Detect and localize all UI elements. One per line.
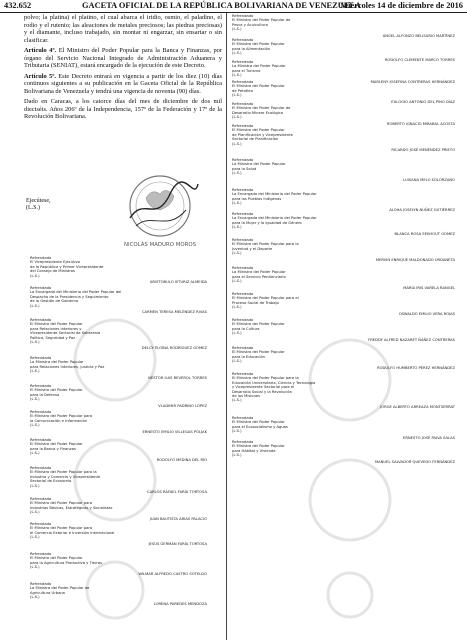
- ministry-line: (L.S.): [30, 483, 40, 488]
- ministry-line: El Ministro del Poder Popular de: [232, 106, 291, 111]
- refrendado-label: Refrendado: [232, 346, 254, 350]
- ministry-line: para la Agricultura Productiva y Tierras: [30, 560, 103, 565]
- refrendado-block: [30, 256, 103, 278]
- ministry-line: Desarrollo Minero Ecológico: [232, 110, 284, 115]
- ministry-line: (L.S.): [30, 451, 40, 456]
- ministry-line: para Hábitat y Vivienda: [232, 448, 276, 453]
- ministry-line: El Ministro del Poder Popular para el: [232, 296, 299, 301]
- ministry-line: (L.S.): [232, 27, 242, 32]
- issue-date: Miércoles 14 de diciembre de 2016: [340, 1, 463, 10]
- ministry-line: La Ministra del Poder Popular: [232, 162, 286, 167]
- refrendado-label: Refrendado: [30, 410, 52, 414]
- signatory-name: BLANCA ROSA EEKHOUT GÓMEZ: [394, 231, 455, 236]
- signatory-name: ROBERTO IGNACIO MIRABAL ACOSTA: [386, 121, 455, 126]
- refrendado-block: [232, 212, 317, 230]
- ministry-line: Sectorial de Economía: [30, 479, 72, 484]
- refrendado-block: [30, 318, 100, 344]
- refrendado-block: [30, 438, 83, 456]
- refrendado-label: Refrendado: [232, 238, 254, 242]
- signatory-name: MARLENY JOSEFINA CONTRERAS HERNÁNDEZ: [370, 79, 455, 84]
- refrendado-label: Refrendado: [30, 466, 52, 470]
- refrendado-label: Refrendado: [232, 318, 254, 322]
- signatory-name: NÉSTOR LUIS REVEROL TORRES: [148, 375, 207, 380]
- signatory-name: DELCY ELOÍNA RODRÍGUEZ GÓMEZ: [141, 346, 207, 351]
- ministry-line: (L.S.): [232, 429, 242, 434]
- refrendado-label: Refrendado: [232, 292, 254, 296]
- ministry-line: Agricultura Urbana: [30, 590, 65, 595]
- ejecutese-ls: (L.S.): [26, 205, 40, 211]
- refrendado-block: [30, 356, 104, 374]
- ministry-line: La Ministra del Poder Popular: [232, 64, 286, 69]
- signatory-name: MANUEL SALVADOR QUEVEDO FERNÁNDEZ: [374, 459, 455, 464]
- signatory-name: LORENA PAREDES MENDOZA: [153, 601, 207, 606]
- article-4-text: El Ministro del Poder Popular para la Banca y Finanzas, por órgano del Servicio Nacional Integrado de Administración Aduanera y Tributaria (SENIAT), estará encargado de la ejecución de este Decreto.: [24, 47, 222, 69]
- refrendado-block: [30, 410, 92, 428]
- refrendado-label: Refrendado: [232, 416, 254, 420]
- ministry-line: (L.S.): [30, 340, 40, 345]
- ministry-line: La Ministra del Poder Popular: [232, 270, 286, 275]
- ministry-line: La Encargada del Ministerio del Poder Popular del: [30, 290, 122, 295]
- ministry-line: El Ministro del Poder Popular para: [30, 501, 93, 506]
- ministry-line: de Planificación y Vicepresidente: [232, 132, 293, 137]
- ministry-line: El Ministro del Poder Popular de: [232, 18, 291, 23]
- ministry-line: de la Gestión de Gobierno: [30, 299, 79, 304]
- page-number: 432.652: [4, 1, 32, 10]
- refrendado-block: [232, 124, 293, 146]
- ministry-line: El Ministro del Poder Popular: [30, 322, 83, 327]
- ministry-line: para el Turismo: [232, 68, 261, 73]
- refrendado-block: [232, 80, 285, 98]
- refrendado-block: [232, 440, 285, 458]
- ministry-line: Vicepresidente Sectorial de Soberanía: [30, 331, 101, 336]
- ministry-line: El Ministro del Poder Popular: [30, 556, 83, 561]
- ministry-line: El Ministro del Poder Popular: [232, 350, 285, 355]
- refrendado-block: [30, 384, 83, 402]
- ministry-line: (L.S.): [232, 201, 242, 206]
- ministry-line: el Comercio Exterior e Inversión Internacional: [30, 530, 115, 535]
- ministry-line: para el Servicio Penitenciario: [232, 274, 286, 279]
- decree-text: [24, 14, 222, 124]
- ministry-line: (L.S.): [232, 359, 242, 364]
- refrendado-block: [232, 266, 286, 284]
- ministry-line: El Ministro del Poder Popular: [232, 128, 285, 133]
- ministry-line: (L.S.): [232, 331, 242, 336]
- refrendado-label: Refrendado: [232, 158, 254, 162]
- signatory-name: JORGE ALBERTO ARREAZA MONTSERRAT: [380, 404, 455, 409]
- ministry-line: (L.S.): [232, 171, 242, 176]
- ministry-line: (L.S.): [232, 73, 242, 78]
- refrendado-block: [30, 522, 114, 540]
- signatory-name: JUAN BAUTISTA ARIAS PALACIO: [149, 516, 207, 521]
- refrendado-label: Refrendado: [232, 212, 254, 216]
- refrendado-block: [232, 14, 290, 32]
- ministry-line: de las Misiones: [232, 394, 261, 399]
- ministry-line: de la República y Primer Vicepresidente: [30, 264, 104, 269]
- ministry-line: para la Banca y Finanzas: [30, 446, 76, 451]
- ministry-line: Industria y Comercio y Vicepresidente: [30, 474, 101, 479]
- signatory-name: ÁNGEL ALFONZO BELISARIO MARTÍNEZ: [382, 33, 455, 38]
- signatory-name: LUISANA MELO SOLÓRZANO: [403, 177, 455, 182]
- ministry-line: El Vicepresidente Ejecutivo: [30, 260, 81, 265]
- seal-name: NICOLÁS MADURO MOROS: [123, 242, 197, 248]
- signatory-name: JESÚS GERMÁN FARÍA TORTOSA: [148, 541, 207, 546]
- ministry-line: para la Mujer y la Igualdad de Género: [232, 220, 302, 225]
- ministry-line: (L.S.): [30, 510, 40, 515]
- ministry-line: para la Salud: [232, 166, 257, 171]
- ministry-line: La Ministra del Poder Popular de: [30, 586, 90, 591]
- ministry-line: Juventud y el Deporte: [232, 246, 273, 251]
- ministry-line: (L.S.): [232, 115, 242, 120]
- refrendado-label: Refrendado: [30, 582, 52, 586]
- article-4-heading: Artículo 4º.: [24, 47, 57, 54]
- ministry-line: Pesca y Acuicultura: [232, 22, 268, 27]
- signatory-name: FREDDY ALFRED NAZARET ÑÁÑEZ CONTRERAS: [368, 337, 455, 342]
- signatory-name: EULOGIO ANTONIO DEL PINO DÍAZ: [391, 99, 455, 104]
- ministry-line: (L.S.): [30, 369, 40, 374]
- ministry-line: Educación Universitaria, Ciencia y Tecnología: [232, 380, 316, 385]
- ministry-line: (L.S.): [30, 565, 40, 570]
- ministry-line: del Consejo de Ministros: [30, 269, 75, 274]
- signatory-name: CARLOS RAFAEL FARÍA TORTOSA: [147, 490, 207, 494]
- ministry-line: La Ministra del Poder Popular: [30, 360, 84, 365]
- ministry-line: El Ministro del Poder Popular: [30, 442, 83, 447]
- article-5-heading: Artículo 5º.: [24, 72, 56, 80]
- ministry-line: (L.S.): [30, 423, 40, 428]
- ministry-line: para los Pueblos Indígenas: [232, 196, 282, 201]
- refrendado-block: [232, 60, 286, 78]
- signatory-name: CARMEN TERESA MELÉNDEZ RIVAS: [141, 310, 207, 314]
- signatory-name: WILMAR ALFREDO CASTRO SOTELDO: [138, 571, 207, 576]
- refrendado-label: Refrendado: [232, 124, 254, 128]
- ministry-line: (L.S.): [232, 453, 242, 458]
- signatory-name: RODULFO HUMBERTO PÉREZ HERNÁNDEZ: [377, 365, 455, 370]
- refrendado-label: Refrendado: [30, 356, 52, 360]
- refrendado-block: [30, 497, 112, 515]
- ministry-line: (L.S.): [30, 595, 40, 600]
- refrendado-label: Refrendado: [30, 522, 52, 526]
- ministry-line: El Ministro del Poder Popular: [30, 388, 83, 393]
- signatory-name: ALOHA JOSELYN NÚÑEZ GUTIÉRREZ: [389, 207, 455, 212]
- ministry-line: Desarrollo Social y la Revolución: [232, 389, 292, 394]
- refrendado-label: Refrendado: [30, 384, 52, 388]
- refrendado-block: [232, 292, 299, 310]
- signatory-name: VLADIMIR PADRINO LÓPEZ: [158, 403, 207, 408]
- refrendado-label: Refrendado: [232, 14, 254, 18]
- ministry-line: (L.S.): [30, 303, 40, 308]
- refrendado-block: [30, 552, 102, 570]
- signatory-name: RODOLFO CLEMENTE MARCO TORRES: [384, 57, 455, 62]
- refrendado-label: Refrendado: [30, 256, 52, 260]
- ministry-line: para la Cultura: [232, 326, 260, 331]
- ministry-line: El Ministro del Poder Popular para: [30, 414, 93, 419]
- refrendado-block: [232, 188, 317, 206]
- refrendado-block: [232, 238, 299, 256]
- refrendado-block: [30, 582, 89, 600]
- signatory-name: RODOLFO MEDINA DEL RÍO: [156, 457, 207, 462]
- ministry-line: para la Alimentación: [232, 46, 271, 51]
- ministry-line: El Ministro del Poder Popular para: [30, 526, 93, 531]
- ministry-line: para la Educación: [232, 354, 265, 359]
- refrendado-label: Refrendado: [30, 438, 52, 442]
- ministry-line: Proceso Social de Trabajo: [232, 300, 279, 305]
- ministry-line: (L.S.): [232, 225, 242, 230]
- ministry-line: para Relaciones Interiores y: [30, 326, 82, 331]
- refrendado-label: Refrendado: [232, 266, 254, 270]
- refrendado-label: Refrendado: [30, 552, 52, 556]
- ministry-line: (L.S.): [232, 51, 242, 56]
- presidential-seal-signature: [116, 166, 204, 252]
- article-4: [24, 47, 222, 70]
- ministry-line: El Ministro del Poder Popular para la: [232, 242, 299, 247]
- ejecutese-label: Ejecútese,: [26, 198, 51, 204]
- ministry-line: El Ministro del Poder Popular: [232, 322, 285, 327]
- refrendado-block: [30, 286, 121, 308]
- signatory-name: MERVIN ENRIQUE MALDONADO URDANETA: [375, 257, 455, 262]
- ministry-line: El Ministro del Poder Popular para la: [232, 376, 299, 381]
- refrendado-block: [232, 38, 285, 56]
- signatory-name: ARISTÓBULO ISTÚRIZ ALMEIDA: [149, 280, 207, 284]
- ministry-line: (L.S.): [30, 397, 40, 402]
- ministry-line: (L.S.): [232, 93, 242, 98]
- ministry-line: y Vicepresidente Sectorial para el: [232, 385, 295, 390]
- refrendado-block: [232, 318, 285, 336]
- ministry-line: El Ministro del Poder Popular: [232, 42, 285, 47]
- article-5: [24, 73, 222, 96]
- refrendado-block: [232, 416, 288, 434]
- ministry-line: para la Defensa: [30, 392, 60, 397]
- ejecutese-block: [26, 198, 51, 212]
- ministry-line: El Ministro del Poder Popular: [232, 444, 285, 449]
- refrendado-block: [232, 102, 290, 120]
- refrendado-label: Refrendado: [232, 60, 254, 64]
- ministry-line: (L.S.): [232, 141, 242, 146]
- ministry-line: (L.S.): [232, 251, 242, 256]
- refrendado-block: [232, 372, 315, 403]
- signatory-name: RICARDO JOSÉ MENÉNDEZ PRIETO: [391, 148, 455, 152]
- signatory-name: MARÍA IRIS VARELA RANGEL: [403, 285, 455, 290]
- ministry-line: Política, Seguridad y Paz: [30, 335, 76, 340]
- ministry-line: (L.S.): [30, 273, 40, 278]
- ministry-line: de Petróleo: [232, 88, 253, 93]
- refrendado-label: Refrendado: [30, 318, 52, 322]
- ministry-line: la Comunicación e Información: [30, 418, 88, 423]
- ministry-line: (L.S.): [232, 398, 242, 403]
- ministry-line: El Ministro del Poder Popular: [232, 420, 285, 425]
- refrendado-block: [30, 466, 100, 488]
- signatory-name: ERNESTO EMILIO VILLEGAS POLJAK: [142, 429, 207, 434]
- closing-paragraph: Dado en Caracas, a los catorce días del mes de diciembre de dos mil dieciséis. Años 206º de la Independencia, 157º de la Federación y 17º de la Revolución Bolivariana.: [24, 98, 222, 120]
- ministry-line: La Encargada del Ministerio del Poder Popular: [232, 216, 317, 221]
- refrendado-label: Refrendado: [232, 102, 254, 106]
- column-divider: [226, 13, 227, 640]
- ministry-line: La Encargada del Ministerio del Poder Popular: [232, 192, 317, 197]
- gazette-title: GACETA OFICIAL DE LA REPÚBLICA BOLIVARIANA DE VENEZUELA: [82, 1, 361, 10]
- refrendado-label: Refrendado: [30, 286, 52, 290]
- refrendado-block: [232, 346, 285, 364]
- ministry-line: para Relaciones Interiores, Justicia y Paz: [30, 364, 105, 369]
- signatory-name: ERNESTO JOSÉ PAIVA SALAS: [403, 435, 455, 440]
- refrendado-label: Refrendado: [232, 188, 254, 192]
- ministry-line: para el Ecosocialismo y Aguas: [232, 424, 288, 429]
- ministry-line: (L.S.): [232, 279, 242, 284]
- ministry-line: (L.S.): [30, 535, 40, 540]
- ministry-line: (L.S.): [232, 305, 242, 310]
- paragraph-precious-metals: polvo; la platina) el platino, el cual abarca el iridio, osmio, el paladino, el rodio y el rutenio; las aleaciones de metales preciosos; las piedras preciosas) y el diamante, incluso trabajado, sin montar ni engarzar, sin ensartar o sin clasificar.: [24, 14, 222, 44]
- refrendado-label: Refrendado: [232, 372, 254, 376]
- refrendado-label: Refrendado: [232, 80, 254, 84]
- refrendado-block: [232, 158, 286, 176]
- ministry-line: Industrias Básicas, Estratégicas y Socialistas: [30, 505, 113, 510]
- ministry-line: El Ministro del Poder Popular para la: [30, 470, 97, 475]
- refrendado-label: Refrendado: [30, 497, 52, 501]
- refrendado-label: Refrendado: [232, 38, 254, 42]
- ministry-line: Sectorial de Planificación: [232, 137, 279, 142]
- ministry-line: Despacho de la Presidencia y Seguimiento: [30, 294, 109, 299]
- ministry-line: El Ministro del Poder Popular: [232, 84, 285, 89]
- page-header: [0, 0, 467, 13]
- signatory-name: OSWALDO EMILIO VERA ROJAS: [398, 311, 455, 316]
- refrendado-label: Refrendado: [232, 440, 254, 444]
- article-5-text: Este Decreto entrará en vigencia a partir de los diez (10) días continuos siguientes a su publicación en la Gaceta Oficial de la República Bolivariana de Venezuela y tendrá una vigencia de noventa (90) días.: [24, 72, 222, 95]
